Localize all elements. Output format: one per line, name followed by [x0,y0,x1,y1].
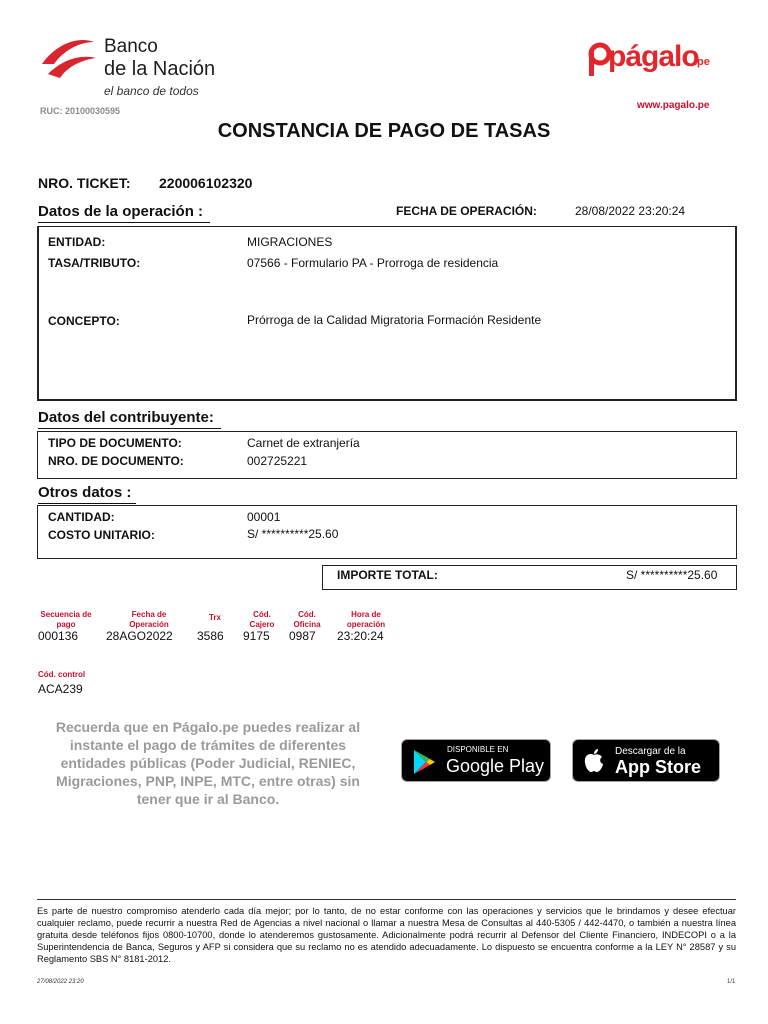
costo-unitario-value: S/ **********25.60 [247,527,339,541]
fecha-operacion-short-label: Fecha de Operación [129,610,169,629]
pagalo-logo [586,36,726,86]
app-store-small-text: Descargar de la [615,746,686,757]
ruc-number: RUC: 20100030595 [40,106,121,116]
cod-cajero-label: Cód. Cajero [249,610,275,629]
importe-total-label: IMPORTE TOTAL: [337,568,438,582]
cod-control-label: Cód. control [38,670,86,679]
pagalo-suffix: .pe [694,56,710,68]
entidad-label: ENTIDAD: [48,235,106,249]
cod-oficina-value: 0987 [289,629,316,643]
importe-total-value: S/ **********25.60 [626,568,718,582]
tasa-value: 07566 - Formulario PA - Prorroga de residencia [247,256,499,270]
fecha-operacion-short-value: 28AGO2022 [106,629,173,643]
hora-operacion-label: Hora de operación [346,610,386,629]
banco-nacion-swoosh-icon [40,34,98,82]
fecha-operacion-label: FECHA DE OPERACIÓN: [396,204,537,218]
cantidad-label: CANTIDAD: [48,510,115,524]
concepto-value: Prórroga de la Calidad Migratoria Formación Residente [247,313,542,327]
cod-cajero-value: 9175 [243,629,270,643]
app-store-big-text: App Store [615,757,702,777]
section-title-otros: Otros datos : [38,484,136,504]
google-play-big-text: Google Play [446,756,545,776]
entidad-value: MIGRACIONES [247,235,333,249]
secuencia-value: 000136 [38,629,79,643]
tipo-documento-value: Carnet de extranjería [247,436,360,450]
ticket-label: NRO. TICKET: [38,175,131,191]
fecha-operacion-value: 28/08/2022 23:20:24 [575,204,686,218]
footer-legal-text: Es parte de nuestro compromiso atenderlo cada día mejor; por lo tanto, de no estar conforme con las operaciones y servicios que le brindamos y desee efectuar cualquier reclamo, puede recurrir a nuestra Red de Agencias a nivel nacional o llamar a nuestra Mesa de Consultas al 440-5305 / 442-4470, o también a nuestra línea gratuita desde teléfonos fijos 0800-10700, donde lo atenderemos gustosamente. Adicionalmente podrá recurrir al Defensor del Cliente Financiero, INDECOPI o a la Superintendencia de Banca, Seguros y AFP si considera que su reclamo no es atendido adecuadamente. Lo dispuesto se encuentra conforme a la LEY N° 28587 y su Reglamento SBS N° 8181-2012. [37,906,736,964]
secuencia-label: Secuencia de pago [40,610,92,629]
document-title: CONSTANCIA DE PAGO DE TASAS [217,120,551,142]
costo-unitario-label: COSTO UNITARIO: [48,528,155,542]
bank-name-line2: de la Nación [104,58,216,80]
hora-operacion-value: 23:20:24 [337,629,384,643]
promo-text: Recuerda que en Págalo.pe puedes realizar al instante el pago de trámites de diferentes entidades públicas (Poder Judicial, RENIEC, Migraciones, PNP, INPE, MTC, entre otras) sin tener que ir al Banco. [55,719,361,807]
section-title-contribuyente: Datos del contribuyente: [38,409,221,429]
tasa-label: TASA/TRIBUTO: [48,256,141,270]
footer-print-date: 27/08/2022 23:20 [37,979,84,985]
tipo-documento-label: TIPO DE DOCUMENTO: [48,436,182,450]
pagalo-brand: págalo [608,40,699,73]
google-play-icon [412,749,436,775]
nro-documento-label: NRO. DE DOCUMENTO: [48,454,184,468]
cod-control-value: ACA239 [38,682,83,696]
trx-label: Trx [208,613,221,622]
section-title-operacion: Datos de la operación : [38,203,210,223]
bank-slogan: el banco de todos [104,84,199,98]
app-store-button[interactable] [572,739,720,782]
nro-documento-value: 002725221 [247,454,308,468]
concepto-label: CONCEPTO: [48,314,120,328]
footer-divider [37,899,736,900]
footer-page-number: 1/1 [727,979,736,985]
cantidad-value: 00001 [247,510,281,524]
banco-nacion-logo [40,34,240,104]
pagalo-url: www.pagalo.pe [637,100,710,111]
trx-value: 3586 [197,629,224,643]
ticket-value: 220006102320 [159,175,253,191]
apple-icon [583,748,605,774]
cod-oficina-label: Cód. Oficina [293,610,321,629]
google-play-button[interactable] [401,739,551,782]
bank-name-line1: Banco [104,36,158,57]
google-play-small-text: DISPONIBLE EN [447,745,509,754]
